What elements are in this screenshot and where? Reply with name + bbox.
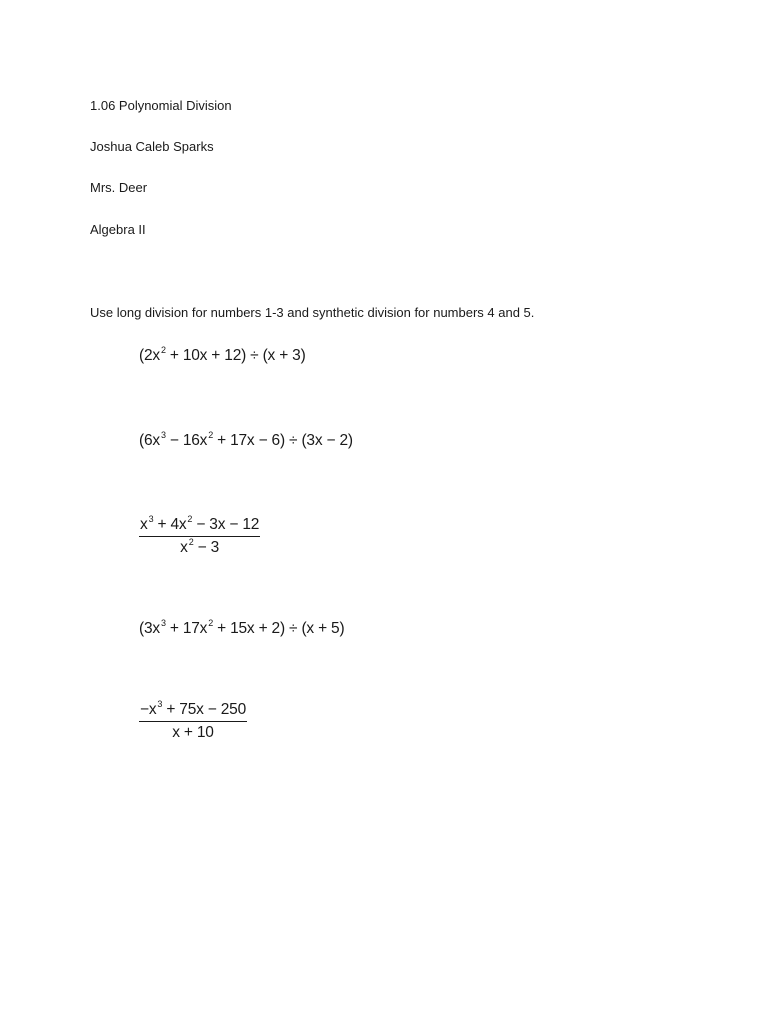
exponent: 2 [187, 514, 193, 524]
problem-5 [139, 701, 247, 742]
exponent: 2 [160, 345, 166, 355]
expr-part: + 17x − 6) ÷ (3x − 2) [213, 432, 353, 449]
numerator [139, 516, 260, 537]
numerator [139, 701, 247, 722]
expr-part: − 3x − 12 [192, 516, 260, 533]
expr-part: − 16x [165, 432, 208, 449]
denominator [139, 537, 260, 558]
instructions: Use long division for numbers 1-3 and synthetic division for numbers 4 and 5. [90, 305, 535, 320]
expr-part: + 15x + 2) ÷ (x + 5) [213, 620, 345, 637]
expr-part: − 3 [193, 539, 220, 556]
exponent: 2 [208, 618, 214, 628]
expr-part: (6x [139, 432, 160, 449]
expr-part: −x [140, 701, 157, 718]
problem-2 [139, 432, 353, 451]
problem-1 [139, 347, 306, 366]
denominator: x + 10 [172, 724, 214, 741]
problem-3 [139, 516, 260, 558]
expr-part: + 75x − 250 [162, 701, 246, 718]
expr-part: + 17x [165, 620, 208, 637]
course-name: Algebra II [90, 222, 146, 237]
exponent: 2 [208, 430, 214, 440]
expr-part: x [140, 516, 148, 533]
exponent: 3 [148, 514, 154, 524]
expr-part: x [180, 539, 188, 556]
expr-part: + 10x + 12) ÷ (x + 3) [165, 347, 306, 364]
expr-part: (3x [139, 620, 160, 637]
expr-part: (2x [139, 347, 160, 364]
exponent: 3 [160, 430, 166, 440]
exponent: 3 [157, 699, 163, 709]
exponent: 3 [160, 618, 166, 628]
assignment-title: 1.06 Polynomial Division [90, 98, 232, 113]
student-name: Joshua Caleb Sparks [90, 139, 214, 154]
expr-part: + 4x [153, 516, 187, 533]
teacher-name: Mrs. Deer [90, 180, 148, 195]
problem-4 [139, 620, 344, 639]
exponent: 2 [188, 537, 194, 547]
